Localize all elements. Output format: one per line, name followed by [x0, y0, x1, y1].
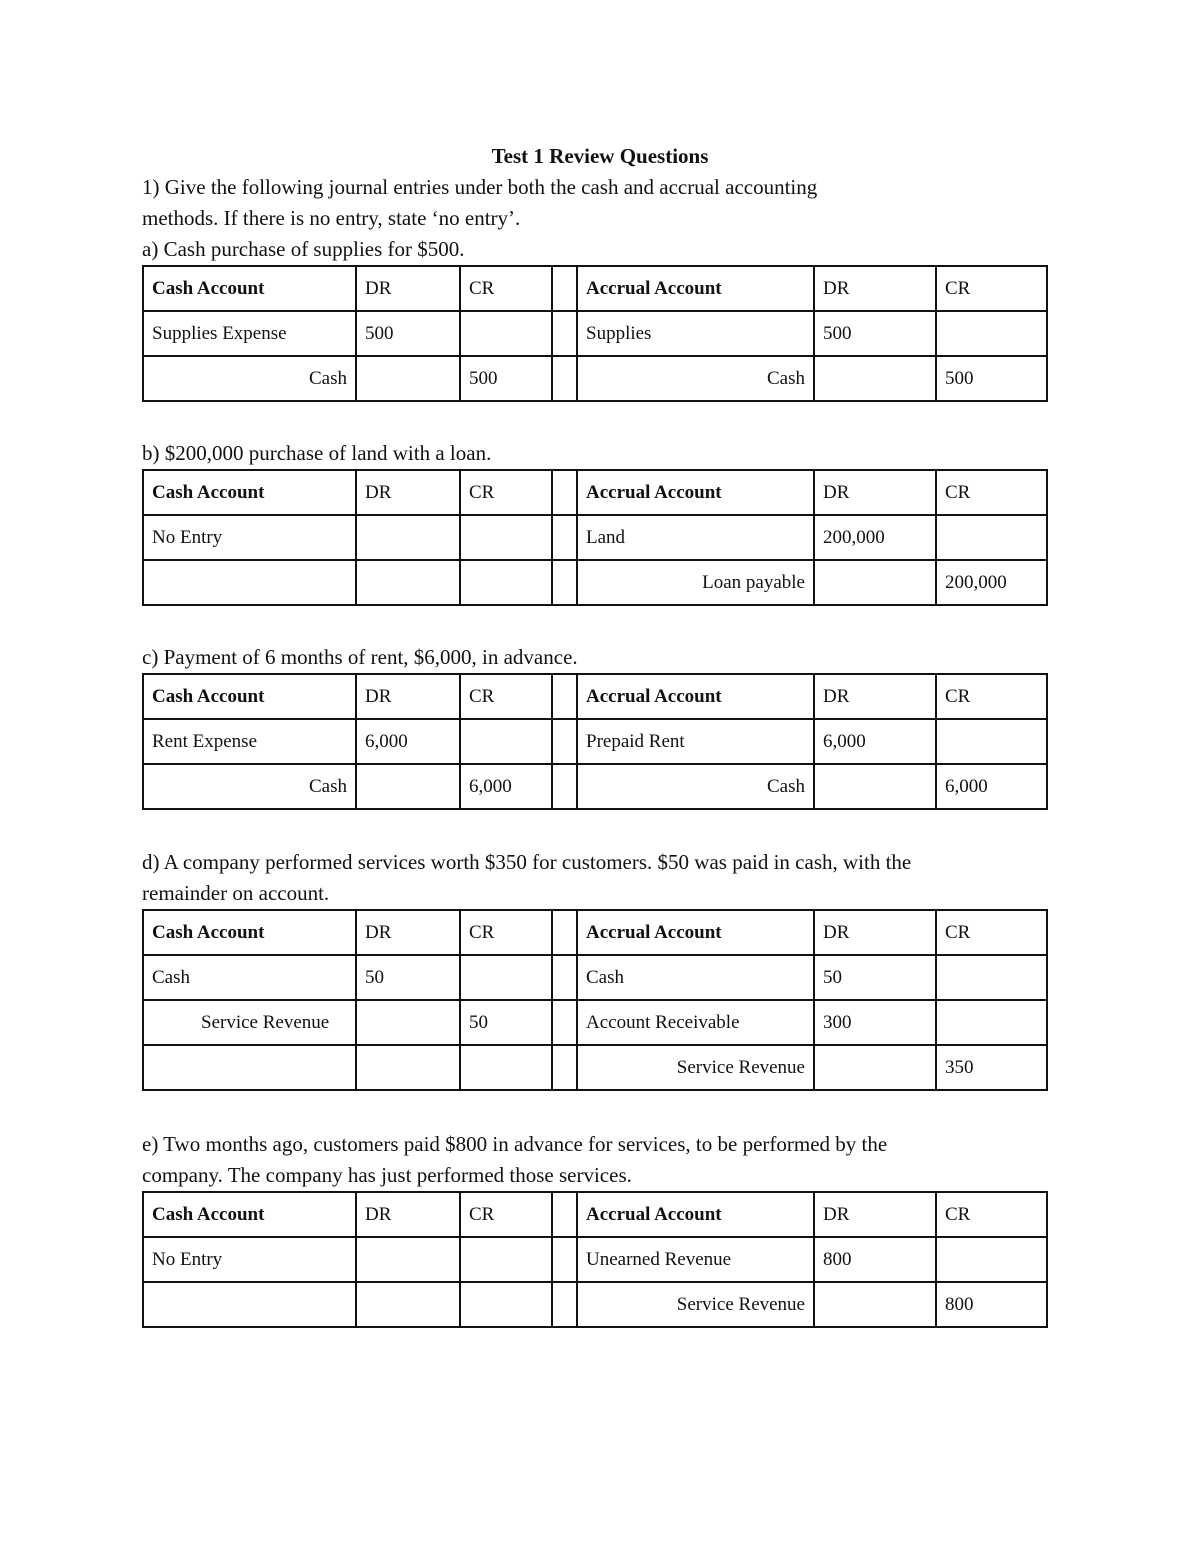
cash-dr-cell: 50 — [356, 955, 460, 1000]
page-title: Test 1 Review Questions — [491, 144, 709, 168]
accrual-cr-cell: 200,000 — [936, 560, 1047, 605]
table-row — [143, 1237, 1047, 1282]
accrual-account-cell: Service Revenue — [577, 1282, 814, 1327]
cash-dr-cell — [356, 1045, 460, 1090]
accrual-dr-cell: 50 — [814, 955, 936, 1000]
table-header-row — [143, 470, 1047, 515]
table-row — [143, 1000, 1047, 1045]
accrual-account-header: Accrual Account — [577, 910, 814, 955]
accrual-dr-cell: 500 — [814, 311, 936, 356]
accrual-dr-cell — [814, 356, 936, 401]
cash-account-header: Cash Account — [143, 266, 356, 311]
cash-cr-header: CR — [460, 910, 552, 955]
cash-account-header: Cash Account — [143, 470, 356, 515]
table-row — [143, 764, 1047, 809]
cash-dr-cell — [356, 1237, 460, 1282]
question-d-prompt: d) A company performed services worth $350 for customers. $50 was paid in cash, with the — [142, 850, 912, 874]
accrual-dr-cell — [814, 764, 936, 809]
journal-entry-table-a — [142, 265, 1048, 402]
column-separator — [552, 560, 577, 605]
accrual-dr-header: DR — [814, 470, 936, 515]
question-a-prompt: a) Cash purchase of supplies for $500. — [142, 237, 465, 261]
column-separator — [552, 515, 577, 560]
table-row — [143, 1282, 1047, 1327]
column-separator — [552, 1000, 577, 1045]
accrual-account-cell: Account Receivable — [577, 1000, 814, 1045]
cash-account-header: Cash Account — [143, 910, 356, 955]
cash-dr-header: DR — [356, 674, 460, 719]
accrual-dr-cell — [814, 560, 936, 605]
column-separator — [552, 266, 577, 311]
accrual-account-header: Accrual Account — [577, 674, 814, 719]
table-header-row — [143, 674, 1047, 719]
question-d-prompt: remainder on account. — [142, 881, 330, 905]
column-separator — [552, 674, 577, 719]
cash-account-cell — [143, 1045, 356, 1090]
table-row — [143, 955, 1047, 1000]
cash-account-cell — [143, 1282, 356, 1327]
cash-account-cell: No Entry — [143, 515, 356, 560]
accrual-dr-cell — [814, 1045, 936, 1090]
cash-dr-cell: 500 — [356, 311, 460, 356]
accrual-cr-cell — [936, 719, 1047, 764]
accrual-account-cell: Prepaid Rent — [577, 719, 814, 764]
cash-dr-cell — [356, 515, 460, 560]
cash-account-cell: Rent Expense — [143, 719, 356, 764]
cash-dr-header: DR — [356, 1192, 460, 1237]
accrual-account-cell: Cash — [577, 955, 814, 1000]
cash-cr-header: CR — [460, 266, 552, 311]
accrual-cr-cell — [936, 515, 1047, 560]
accrual-account-cell: Land — [577, 515, 814, 560]
accrual-cr-header: CR — [936, 470, 1047, 515]
accrual-account-cell: Cash — [577, 764, 814, 809]
accrual-dr-header: DR — [814, 910, 936, 955]
accrual-account-cell: Supplies — [577, 311, 814, 356]
cash-cr-cell — [460, 955, 552, 1000]
cash-cr-cell — [460, 311, 552, 356]
accrual-dr-cell: 300 — [814, 1000, 936, 1045]
cash-cr-cell — [460, 719, 552, 764]
table-header-row — [143, 910, 1047, 955]
cash-cr-cell: 6,000 — [460, 764, 552, 809]
accrual-dr-header: DR — [814, 674, 936, 719]
cash-dr-header: DR — [356, 266, 460, 311]
accrual-account-cell: Loan payable — [577, 560, 814, 605]
journal-entry-table-b — [142, 469, 1048, 606]
accrual-cr-header: CR — [936, 266, 1047, 311]
accrual-cr-cell — [936, 311, 1047, 356]
intro-line-1: 1) Give the following journal entries under both the cash and accrual accounting — [142, 175, 818, 199]
cash-cr-cell — [460, 1282, 552, 1327]
accrual-account-cell: Service Revenue — [577, 1045, 814, 1090]
cash-dr-cell — [356, 1000, 460, 1045]
table-row — [143, 356, 1047, 401]
cash-account-header: Cash Account — [143, 674, 356, 719]
accrual-dr-header: DR — [814, 266, 936, 311]
cash-cr-cell: 50 — [460, 1000, 552, 1045]
accrual-cr-header: CR — [936, 910, 1047, 955]
accrual-account-header: Accrual Account — [577, 1192, 814, 1237]
accrual-dr-cell: 200,000 — [814, 515, 936, 560]
accrual-account-header: Accrual Account — [577, 266, 814, 311]
cash-cr-cell: 500 — [460, 356, 552, 401]
cash-cr-header: CR — [460, 1192, 552, 1237]
column-separator — [552, 1045, 577, 1090]
accrual-dr-cell — [814, 1282, 936, 1327]
accrual-cr-header: CR — [936, 1192, 1047, 1237]
accrual-account-header: Accrual Account — [577, 470, 814, 515]
column-separator — [552, 910, 577, 955]
accrual-cr-cell — [936, 1000, 1047, 1045]
column-separator — [552, 1237, 577, 1282]
journal-entry-table-d — [142, 909, 1048, 1091]
table-row — [143, 311, 1047, 356]
question-e-prompt: e) Two months ago, customers paid $800 in advance for services, to be performed by the — [142, 1132, 888, 1156]
cash-cr-header: CR — [460, 674, 552, 719]
table-row — [143, 515, 1047, 560]
column-separator — [552, 764, 577, 809]
table-row — [143, 560, 1047, 605]
cash-dr-cell — [356, 356, 460, 401]
accrual-cr-cell: 6,000 — [936, 764, 1047, 809]
column-separator — [552, 311, 577, 356]
cash-dr-cell: 6,000 — [356, 719, 460, 764]
question-b-prompt: b) $200,000 purchase of land with a loan. — [142, 441, 492, 465]
cash-account-cell: Service Revenue — [143, 1000, 356, 1045]
question-c-prompt: c) Payment of 6 months of rent, $6,000, in advance. — [142, 645, 578, 669]
accrual-dr-cell: 800 — [814, 1237, 936, 1282]
accrual-cr-cell: 500 — [936, 356, 1047, 401]
table-header-row — [143, 266, 1047, 311]
column-separator — [552, 1282, 577, 1327]
cash-account-cell: No Entry — [143, 1237, 356, 1282]
accrual-dr-header: DR — [814, 1192, 936, 1237]
journal-entry-table-c — [142, 673, 1048, 810]
table-row — [143, 1045, 1047, 1090]
accrual-account-cell: Cash — [577, 356, 814, 401]
accrual-cr-cell — [936, 1237, 1047, 1282]
intro-line-2: methods. If there is no entry, state ‘no entry’. — [142, 206, 521, 230]
cash-account-cell: Cash — [143, 356, 356, 401]
cash-dr-header: DR — [356, 470, 460, 515]
cash-cr-cell — [460, 1045, 552, 1090]
cash-account-cell: Supplies Expense — [143, 311, 356, 356]
cash-cr-header: CR — [460, 470, 552, 515]
table-row — [143, 719, 1047, 764]
cash-dr-cell — [356, 1282, 460, 1327]
column-separator — [552, 955, 577, 1000]
accrual-dr-cell: 6,000 — [814, 719, 936, 764]
column-separator — [552, 719, 577, 764]
cash-cr-cell — [460, 515, 552, 560]
column-separator — [552, 356, 577, 401]
cash-account-cell: Cash — [143, 955, 356, 1000]
column-separator — [552, 1192, 577, 1237]
cash-dr-cell — [356, 560, 460, 605]
accrual-account-cell: Unearned Revenue — [577, 1237, 814, 1282]
question-e-prompt: company. The company has just performed those services. — [142, 1163, 632, 1187]
cash-account-cell — [143, 560, 356, 605]
cash-account-header: Cash Account — [143, 1192, 356, 1237]
accrual-cr-header: CR — [936, 674, 1047, 719]
table-header-row — [143, 1192, 1047, 1237]
journal-entry-table-e — [142, 1191, 1048, 1328]
cash-cr-cell — [460, 560, 552, 605]
cash-dr-header: DR — [356, 910, 460, 955]
accrual-cr-cell: 800 — [936, 1282, 1047, 1327]
cash-cr-cell — [460, 1237, 552, 1282]
accrual-cr-cell — [936, 955, 1047, 1000]
column-separator — [552, 470, 577, 515]
cash-dr-cell — [356, 764, 460, 809]
accrual-cr-cell: 350 — [936, 1045, 1047, 1090]
cash-account-cell: Cash — [143, 764, 356, 809]
